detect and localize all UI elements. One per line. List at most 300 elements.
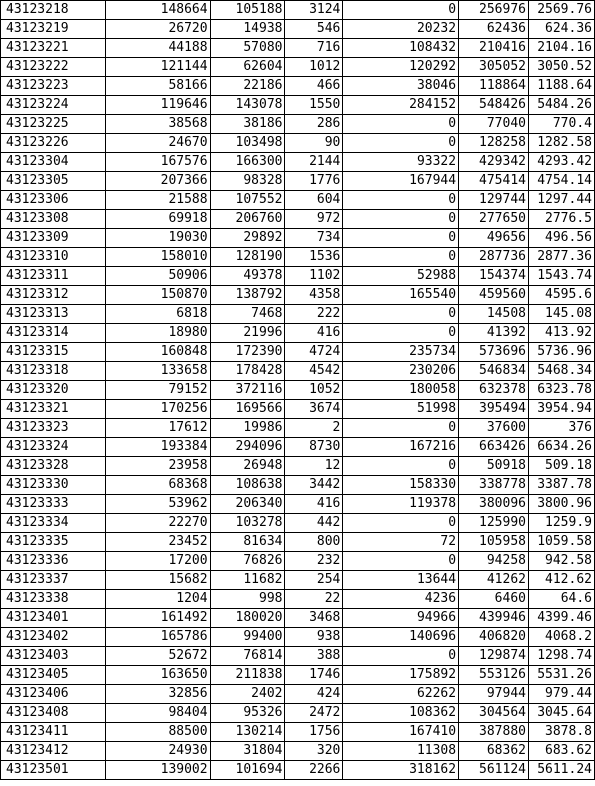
total-cell[interactable]: 573696 <box>459 343 529 362</box>
value-cell-b[interactable]: 138792 <box>210 286 285 305</box>
value-cell-c[interactable]: 972 <box>285 210 343 229</box>
table-row <box>1 438 595 457</box>
id-cell[interactable]: 43123324 <box>1 438 106 457</box>
value-cell-d[interactable]: 0 <box>343 552 459 571</box>
total-cell[interactable]: 287736 <box>459 248 529 267</box>
value-cell-d[interactable]: 38046 <box>343 77 459 96</box>
value-cell-a[interactable]: 58166 <box>105 77 210 96</box>
total-cell[interactable]: 546834 <box>459 362 529 381</box>
value-cell-a[interactable]: 98404 <box>105 704 210 723</box>
value-cell-c[interactable]: 442 <box>285 514 343 533</box>
total-cell[interactable]: 49656 <box>459 229 529 248</box>
value-cell-a[interactable]: 19030 <box>105 229 210 248</box>
value-cell-b[interactable]: 103278 <box>210 514 285 533</box>
value-cell-b[interactable]: 76814 <box>210 647 285 666</box>
value-cell-d[interactable]: 230206 <box>343 362 459 381</box>
id-cell[interactable]: 43123311 <box>1 267 106 286</box>
value-cell-c[interactable]: 1550 <box>285 96 343 115</box>
amount-cell[interactable]: 1059.58 <box>528 533 594 552</box>
id-cell[interactable]: 43123401 <box>1 609 106 628</box>
value-cell-c[interactable]: 4358 <box>285 286 343 305</box>
value-cell-a[interactable]: 53962 <box>105 495 210 514</box>
table-row <box>1 704 595 723</box>
value-cell-a[interactable]: 26720 <box>105 20 210 39</box>
amount-cell[interactable]: 509.18 <box>528 457 594 476</box>
value-cell-b[interactable]: 108638 <box>210 476 285 495</box>
total-cell[interactable]: 305052 <box>459 58 529 77</box>
id-cell[interactable]: 43123338 <box>1 590 106 609</box>
total-cell[interactable]: 129874 <box>459 647 529 666</box>
value-cell-a[interactable]: 193384 <box>105 438 210 457</box>
amount-cell[interactable]: 64.6 <box>528 590 594 609</box>
value-cell-b[interactable]: 26948 <box>210 457 285 476</box>
id-cell[interactable]: 43123412 <box>1 742 106 761</box>
id-cell[interactable]: 43123321 <box>1 400 106 419</box>
value-cell-b[interactable]: 38186 <box>210 115 285 134</box>
value-cell-d[interactable]: 108362 <box>343 704 459 723</box>
value-cell-c[interactable]: 416 <box>285 324 343 343</box>
total-cell[interactable]: 125990 <box>459 514 529 533</box>
amount-cell[interactable]: 5736.96 <box>528 343 594 362</box>
value-cell-a[interactable]: 119646 <box>105 96 210 115</box>
amount-cell[interactable]: 2776.5 <box>528 210 594 229</box>
value-cell-d[interactable]: 0 <box>343 457 459 476</box>
id-cell[interactable]: 43123308 <box>1 210 106 229</box>
amount-cell[interactable]: 1282.58 <box>528 134 594 153</box>
amount-cell[interactable]: 412.62 <box>528 571 594 590</box>
value-cell-d[interactable]: 175892 <box>343 666 459 685</box>
amount-cell[interactable]: 6634.26 <box>528 438 594 457</box>
amount-cell[interactable]: 624.36 <box>528 20 594 39</box>
total-cell[interactable]: 128258 <box>459 134 529 153</box>
value-cell-d[interactable]: 62262 <box>343 685 459 704</box>
id-cell[interactable]: 43123226 <box>1 134 106 153</box>
amount-cell[interactable]: 5531.26 <box>528 666 594 685</box>
amount-cell[interactable]: 3954.94 <box>528 400 594 419</box>
value-cell-b[interactable]: 95326 <box>210 704 285 723</box>
value-cell-b[interactable]: 101694 <box>210 761 285 780</box>
amount-cell[interactable]: 3387.78 <box>528 476 594 495</box>
value-cell-d[interactable]: 165540 <box>343 286 459 305</box>
value-cell-b[interactable]: 105188 <box>210 1 285 20</box>
id-cell[interactable]: 43123501 <box>1 761 106 780</box>
total-cell[interactable]: 6460 <box>459 590 529 609</box>
amount-cell[interactable]: 1188.64 <box>528 77 594 96</box>
value-cell-c[interactable]: 1012 <box>285 58 343 77</box>
table-row <box>1 609 595 628</box>
id-cell[interactable]: 43123320 <box>1 381 106 400</box>
value-cell-d[interactable]: 119378 <box>343 495 459 514</box>
value-cell-d[interactable]: 20232 <box>343 20 459 39</box>
total-cell[interactable]: 118864 <box>459 77 529 96</box>
value-cell-c[interactable]: 2266 <box>285 761 343 780</box>
value-cell-b[interactable]: 166300 <box>210 153 285 172</box>
id-cell[interactable]: 43123312 <box>1 286 106 305</box>
value-cell-b[interactable]: 14938 <box>210 20 285 39</box>
table-row <box>1 381 595 400</box>
value-cell-a[interactable]: 1204 <box>105 590 210 609</box>
value-cell-b[interactable]: 49378 <box>210 267 285 286</box>
value-cell-a[interactable]: 133658 <box>105 362 210 381</box>
value-cell-c[interactable]: 320 <box>285 742 343 761</box>
value-cell-a[interactable]: 79152 <box>105 381 210 400</box>
value-cell-d[interactable]: 0 <box>343 305 459 324</box>
amount-cell[interactable]: 770.4 <box>528 115 594 134</box>
total-cell[interactable]: 475414 <box>459 172 529 191</box>
value-cell-c[interactable]: 388 <box>285 647 343 666</box>
value-cell-d[interactable]: 167944 <box>343 172 459 191</box>
amount-cell[interactable]: 1298.74 <box>528 647 594 666</box>
amount-cell[interactable]: 1259.9 <box>528 514 594 533</box>
value-cell-b[interactable]: 31804 <box>210 742 285 761</box>
value-cell-a[interactable]: 207366 <box>105 172 210 191</box>
id-cell[interactable]: 43123336 <box>1 552 106 571</box>
amount-cell[interactable]: 2877.36 <box>528 248 594 267</box>
value-cell-b[interactable]: 169566 <box>210 400 285 419</box>
total-cell[interactable]: 77040 <box>459 115 529 134</box>
value-cell-c[interactable]: 12 <box>285 457 343 476</box>
value-cell-d[interactable]: 0 <box>343 191 459 210</box>
value-cell-c[interactable]: 90 <box>285 134 343 153</box>
value-cell-b[interactable]: 130214 <box>210 723 285 742</box>
id-cell[interactable]: 43123305 <box>1 172 106 191</box>
value-cell-c[interactable]: 232 <box>285 552 343 571</box>
amount-cell[interactable]: 683.62 <box>528 742 594 761</box>
value-cell-c[interactable]: 1052 <box>285 381 343 400</box>
table-row <box>1 590 595 609</box>
value-cell-a[interactable]: 170256 <box>105 400 210 419</box>
value-cell-d[interactable]: 167216 <box>343 438 459 457</box>
id-cell[interactable]: 43123335 <box>1 533 106 552</box>
table-row <box>1 495 595 514</box>
id-cell[interactable]: 43123405 <box>1 666 106 685</box>
total-cell[interactable]: 62436 <box>459 20 529 39</box>
total-cell[interactable]: 380096 <box>459 495 529 514</box>
value-cell-c[interactable]: 546 <box>285 20 343 39</box>
value-cell-a[interactable]: 121144 <box>105 58 210 77</box>
value-cell-a[interactable]: 52672 <box>105 647 210 666</box>
value-cell-d[interactable]: 167410 <box>343 723 459 742</box>
value-cell-d[interactable]: 108432 <box>343 39 459 58</box>
id-cell[interactable]: 43123310 <box>1 248 106 267</box>
value-cell-c[interactable]: 286 <box>285 115 343 134</box>
value-cell-b[interactable]: 294096 <box>210 438 285 457</box>
total-cell[interactable]: 277650 <box>459 210 529 229</box>
value-cell-c[interactable]: 4542 <box>285 362 343 381</box>
table-row <box>1 419 595 438</box>
amount-cell[interactable]: 1297.44 <box>528 191 594 210</box>
amount-cell[interactable]: 496.56 <box>528 229 594 248</box>
total-cell[interactable]: 548426 <box>459 96 529 115</box>
value-cell-a[interactable]: 38568 <box>105 115 210 134</box>
value-cell-d[interactable]: 0 <box>343 210 459 229</box>
value-cell-c[interactable]: 222 <box>285 305 343 324</box>
value-cell-d[interactable]: 51998 <box>343 400 459 419</box>
value-cell-d[interactable]: 4236 <box>343 590 459 609</box>
id-cell[interactable]: 43123334 <box>1 514 106 533</box>
value-cell-b[interactable]: 372116 <box>210 381 285 400</box>
id-cell[interactable]: 43123223 <box>1 77 106 96</box>
id-cell[interactable]: 43123314 <box>1 324 106 343</box>
total-cell[interactable]: 41392 <box>459 324 529 343</box>
value-cell-a[interactable]: 15682 <box>105 571 210 590</box>
id-cell[interactable]: 43123323 <box>1 419 106 438</box>
value-cell-b[interactable]: 62604 <box>210 58 285 77</box>
value-cell-c[interactable]: 3124 <box>285 1 343 20</box>
value-cell-d[interactable]: 94966 <box>343 609 459 628</box>
value-cell-c[interactable]: 424 <box>285 685 343 704</box>
value-cell-a[interactable]: 88500 <box>105 723 210 742</box>
value-cell-d[interactable]: 93322 <box>343 153 459 172</box>
value-cell-b[interactable]: 2402 <box>210 685 285 704</box>
total-cell[interactable]: 663426 <box>459 438 529 457</box>
value-cell-c[interactable]: 2472 <box>285 704 343 723</box>
value-cell-c[interactable]: 800 <box>285 533 343 552</box>
value-cell-b[interactable]: 998 <box>210 590 285 609</box>
value-cell-d[interactable]: 158330 <box>343 476 459 495</box>
id-cell[interactable]: 43123318 <box>1 362 106 381</box>
id-cell[interactable]: 43123224 <box>1 96 106 115</box>
value-cell-a[interactable]: 22270 <box>105 514 210 533</box>
amount-cell[interactable]: 6323.78 <box>528 381 594 400</box>
amount-cell[interactable]: 4595.6 <box>528 286 594 305</box>
value-cell-b[interactable]: 21996 <box>210 324 285 343</box>
value-cell-c[interactable]: 604 <box>285 191 343 210</box>
value-cell-b[interactable]: 206340 <box>210 495 285 514</box>
id-cell[interactable]: 43123306 <box>1 191 106 210</box>
value-cell-a[interactable]: 150870 <box>105 286 210 305</box>
amount-cell[interactable]: 3800.96 <box>528 495 594 514</box>
amount-cell[interactable]: 2569.76 <box>528 1 594 20</box>
value-cell-c[interactable]: 2144 <box>285 153 343 172</box>
table-row <box>1 134 595 153</box>
value-cell-c[interactable]: 1776 <box>285 172 343 191</box>
amount-cell[interactable]: 1543.74 <box>528 267 594 286</box>
id-cell[interactable]: 43123411 <box>1 723 106 742</box>
id-cell[interactable]: 43123402 <box>1 628 106 647</box>
value-cell-c[interactable]: 22 <box>285 590 343 609</box>
value-cell-b[interactable]: 98328 <box>210 172 285 191</box>
id-cell[interactable]: 43123313 <box>1 305 106 324</box>
total-cell[interactable]: 429342 <box>459 153 529 172</box>
id-cell[interactable]: 43123221 <box>1 39 106 58</box>
value-cell-a[interactable]: 139002 <box>105 761 210 780</box>
id-cell[interactable]: 43123330 <box>1 476 106 495</box>
value-cell-a[interactable]: 21588 <box>105 191 210 210</box>
value-cell-a[interactable]: 6818 <box>105 305 210 324</box>
value-cell-b[interactable]: 19986 <box>210 419 285 438</box>
total-cell[interactable]: 406820 <box>459 628 529 647</box>
id-cell[interactable]: 43123222 <box>1 58 106 77</box>
value-cell-d[interactable]: 0 <box>343 1 459 20</box>
value-cell-c[interactable]: 8730 <box>285 438 343 457</box>
value-cell-b[interactable]: 128190 <box>210 248 285 267</box>
id-cell[interactable]: 43123328 <box>1 457 106 476</box>
total-cell[interactable]: 129744 <box>459 191 529 210</box>
total-cell[interactable]: 210416 <box>459 39 529 58</box>
value-cell-c[interactable]: 4724 <box>285 343 343 362</box>
id-cell[interactable]: 43123403 <box>1 647 106 666</box>
value-cell-a[interactable]: 17200 <box>105 552 210 571</box>
value-cell-d[interactable]: 52988 <box>343 267 459 286</box>
total-cell[interactable]: 632378 <box>459 381 529 400</box>
value-cell-b[interactable]: 180020 <box>210 609 285 628</box>
total-cell[interactable]: 338778 <box>459 476 529 495</box>
value-cell-d[interactable]: 140696 <box>343 628 459 647</box>
value-cell-d[interactable]: 13644 <box>343 571 459 590</box>
value-cell-d[interactable]: 0 <box>343 134 459 153</box>
amount-cell[interactable]: 942.58 <box>528 552 594 571</box>
value-cell-b[interactable]: 7468 <box>210 305 285 324</box>
value-cell-b[interactable]: 76826 <box>210 552 285 571</box>
value-cell-d[interactable]: 0 <box>343 229 459 248</box>
value-cell-a[interactable]: 44188 <box>105 39 210 58</box>
value-cell-b[interactable]: 57080 <box>210 39 285 58</box>
value-cell-d[interactable]: 0 <box>343 324 459 343</box>
value-cell-c[interactable]: 1746 <box>285 666 343 685</box>
value-cell-d[interactable]: 0 <box>343 647 459 666</box>
id-cell[interactable]: 43123333 <box>1 495 106 514</box>
value-cell-a[interactable]: 68368 <box>105 476 210 495</box>
value-cell-a[interactable]: 158010 <box>105 248 210 267</box>
total-cell[interactable]: 387880 <box>459 723 529 742</box>
id-cell[interactable]: 43123225 <box>1 115 106 134</box>
value-cell-c[interactable]: 3442 <box>285 476 343 495</box>
value-cell-d[interactable]: 284152 <box>343 96 459 115</box>
id-cell[interactable]: 43123304 <box>1 153 106 172</box>
value-cell-b[interactable]: 143078 <box>210 96 285 115</box>
amount-cell[interactable]: 3045.64 <box>528 704 594 723</box>
value-cell-a[interactable]: 23452 <box>105 533 210 552</box>
value-cell-c[interactable]: 254 <box>285 571 343 590</box>
table-row <box>1 20 595 39</box>
value-cell-c[interactable]: 716 <box>285 39 343 58</box>
value-cell-d[interactable]: 11308 <box>343 742 459 761</box>
value-cell-b[interactable]: 107552 <box>210 191 285 210</box>
value-cell-b[interactable]: 29892 <box>210 229 285 248</box>
value-cell-d[interactable]: 0 <box>343 115 459 134</box>
value-cell-a[interactable]: 163650 <box>105 666 210 685</box>
total-cell[interactable]: 304564 <box>459 704 529 723</box>
total-cell[interactable]: 105958 <box>459 533 529 552</box>
value-cell-a[interactable]: 24670 <box>105 134 210 153</box>
value-cell-a[interactable]: 24930 <box>105 742 210 761</box>
value-cell-b[interactable]: 22186 <box>210 77 285 96</box>
amount-cell[interactable]: 5468.34 <box>528 362 594 381</box>
total-cell[interactable]: 553126 <box>459 666 529 685</box>
value-cell-b[interactable]: 211838 <box>210 666 285 685</box>
total-cell[interactable]: 395494 <box>459 400 529 419</box>
table-row <box>1 324 595 343</box>
value-cell-c[interactable]: 3468 <box>285 609 343 628</box>
value-cell-c[interactable]: 938 <box>285 628 343 647</box>
value-cell-c[interactable]: 466 <box>285 77 343 96</box>
id-cell[interactable]: 43123218 <box>1 1 106 20</box>
id-cell[interactable]: 43123309 <box>1 229 106 248</box>
value-cell-c[interactable]: 734 <box>285 229 343 248</box>
value-cell-d[interactable]: 0 <box>343 514 459 533</box>
id-cell[interactable]: 43123337 <box>1 571 106 590</box>
total-cell[interactable]: 97944 <box>459 685 529 704</box>
amount-cell[interactable]: 5611.24 <box>528 761 594 780</box>
total-cell[interactable]: 459560 <box>459 286 529 305</box>
amount-cell[interactable]: 4293.42 <box>528 153 594 172</box>
value-cell-c[interactable]: 1536 <box>285 248 343 267</box>
total-cell[interactable]: 14508 <box>459 305 529 324</box>
value-cell-a[interactable]: 148664 <box>105 1 210 20</box>
value-cell-b[interactable]: 81634 <box>210 533 285 552</box>
value-cell-a[interactable]: 160848 <box>105 343 210 362</box>
id-cell[interactable]: 43123408 <box>1 704 106 723</box>
amount-cell[interactable]: 3878.8 <box>528 723 594 742</box>
id-cell[interactable]: 43123406 <box>1 685 106 704</box>
value-cell-b[interactable]: 99400 <box>210 628 285 647</box>
value-cell-d[interactable]: 120292 <box>343 58 459 77</box>
value-cell-b[interactable]: 11682 <box>210 571 285 590</box>
amount-cell[interactable]: 4068.2 <box>528 628 594 647</box>
table-row <box>1 647 595 666</box>
amount-cell[interactable]: 145.08 <box>528 305 594 324</box>
value-cell-c[interactable]: 2 <box>285 419 343 438</box>
value-cell-a[interactable]: 50906 <box>105 267 210 286</box>
value-cell-d[interactable]: 318162 <box>343 761 459 780</box>
value-cell-d[interactable]: 72 <box>343 533 459 552</box>
amount-cell[interactable]: 4399.46 <box>528 609 594 628</box>
value-cell-c[interactable]: 416 <box>285 495 343 514</box>
amount-cell[interactable]: 979.44 <box>528 685 594 704</box>
total-cell[interactable]: 37600 <box>459 419 529 438</box>
value-cell-b[interactable]: 172390 <box>210 343 285 362</box>
amount-cell[interactable]: 4754.14 <box>528 172 594 191</box>
value-cell-c[interactable]: 1756 <box>285 723 343 742</box>
value-cell-b[interactable]: 178428 <box>210 362 285 381</box>
value-cell-a[interactable]: 18980 <box>105 324 210 343</box>
total-cell[interactable]: 256976 <box>459 1 529 20</box>
value-cell-d[interactable]: 0 <box>343 419 459 438</box>
total-cell[interactable]: 94258 <box>459 552 529 571</box>
value-cell-a[interactable]: 17612 <box>105 419 210 438</box>
amount-cell[interactable]: 2104.16 <box>528 39 594 58</box>
value-cell-c[interactable]: 1102 <box>285 267 343 286</box>
value-cell-a[interactable]: 69918 <box>105 210 210 229</box>
value-cell-a[interactable]: 165786 <box>105 628 210 647</box>
total-cell[interactable]: 439946 <box>459 609 529 628</box>
value-cell-d[interactable]: 180058 <box>343 381 459 400</box>
amount-cell[interactable]: 413.92 <box>528 324 594 343</box>
value-cell-a[interactable]: 32856 <box>105 685 210 704</box>
value-cell-d[interactable]: 0 <box>343 248 459 267</box>
table-row <box>1 248 595 267</box>
value-cell-c[interactable]: 3674 <box>285 400 343 419</box>
value-cell-a[interactable]: 167576 <box>105 153 210 172</box>
amount-cell[interactable]: 5484.26 <box>528 96 594 115</box>
total-cell[interactable]: 68362 <box>459 742 529 761</box>
value-cell-d[interactable]: 235734 <box>343 343 459 362</box>
value-cell-a[interactable]: 23958 <box>105 457 210 476</box>
id-cell[interactable]: 43123219 <box>1 20 106 39</box>
table-body <box>1 1 595 780</box>
amount-cell[interactable]: 376 <box>528 419 594 438</box>
value-cell-b[interactable]: 103498 <box>210 134 285 153</box>
amount-cell[interactable]: 3050.52 <box>528 58 594 77</box>
id-cell[interactable]: 43123315 <box>1 343 106 362</box>
total-cell[interactable]: 50918 <box>459 457 529 476</box>
value-cell-b[interactable]: 206760 <box>210 210 285 229</box>
total-cell[interactable]: 561124 <box>459 761 529 780</box>
value-cell-a[interactable]: 161492 <box>105 609 210 628</box>
total-cell[interactable]: 154374 <box>459 267 529 286</box>
total-cell[interactable]: 41262 <box>459 571 529 590</box>
